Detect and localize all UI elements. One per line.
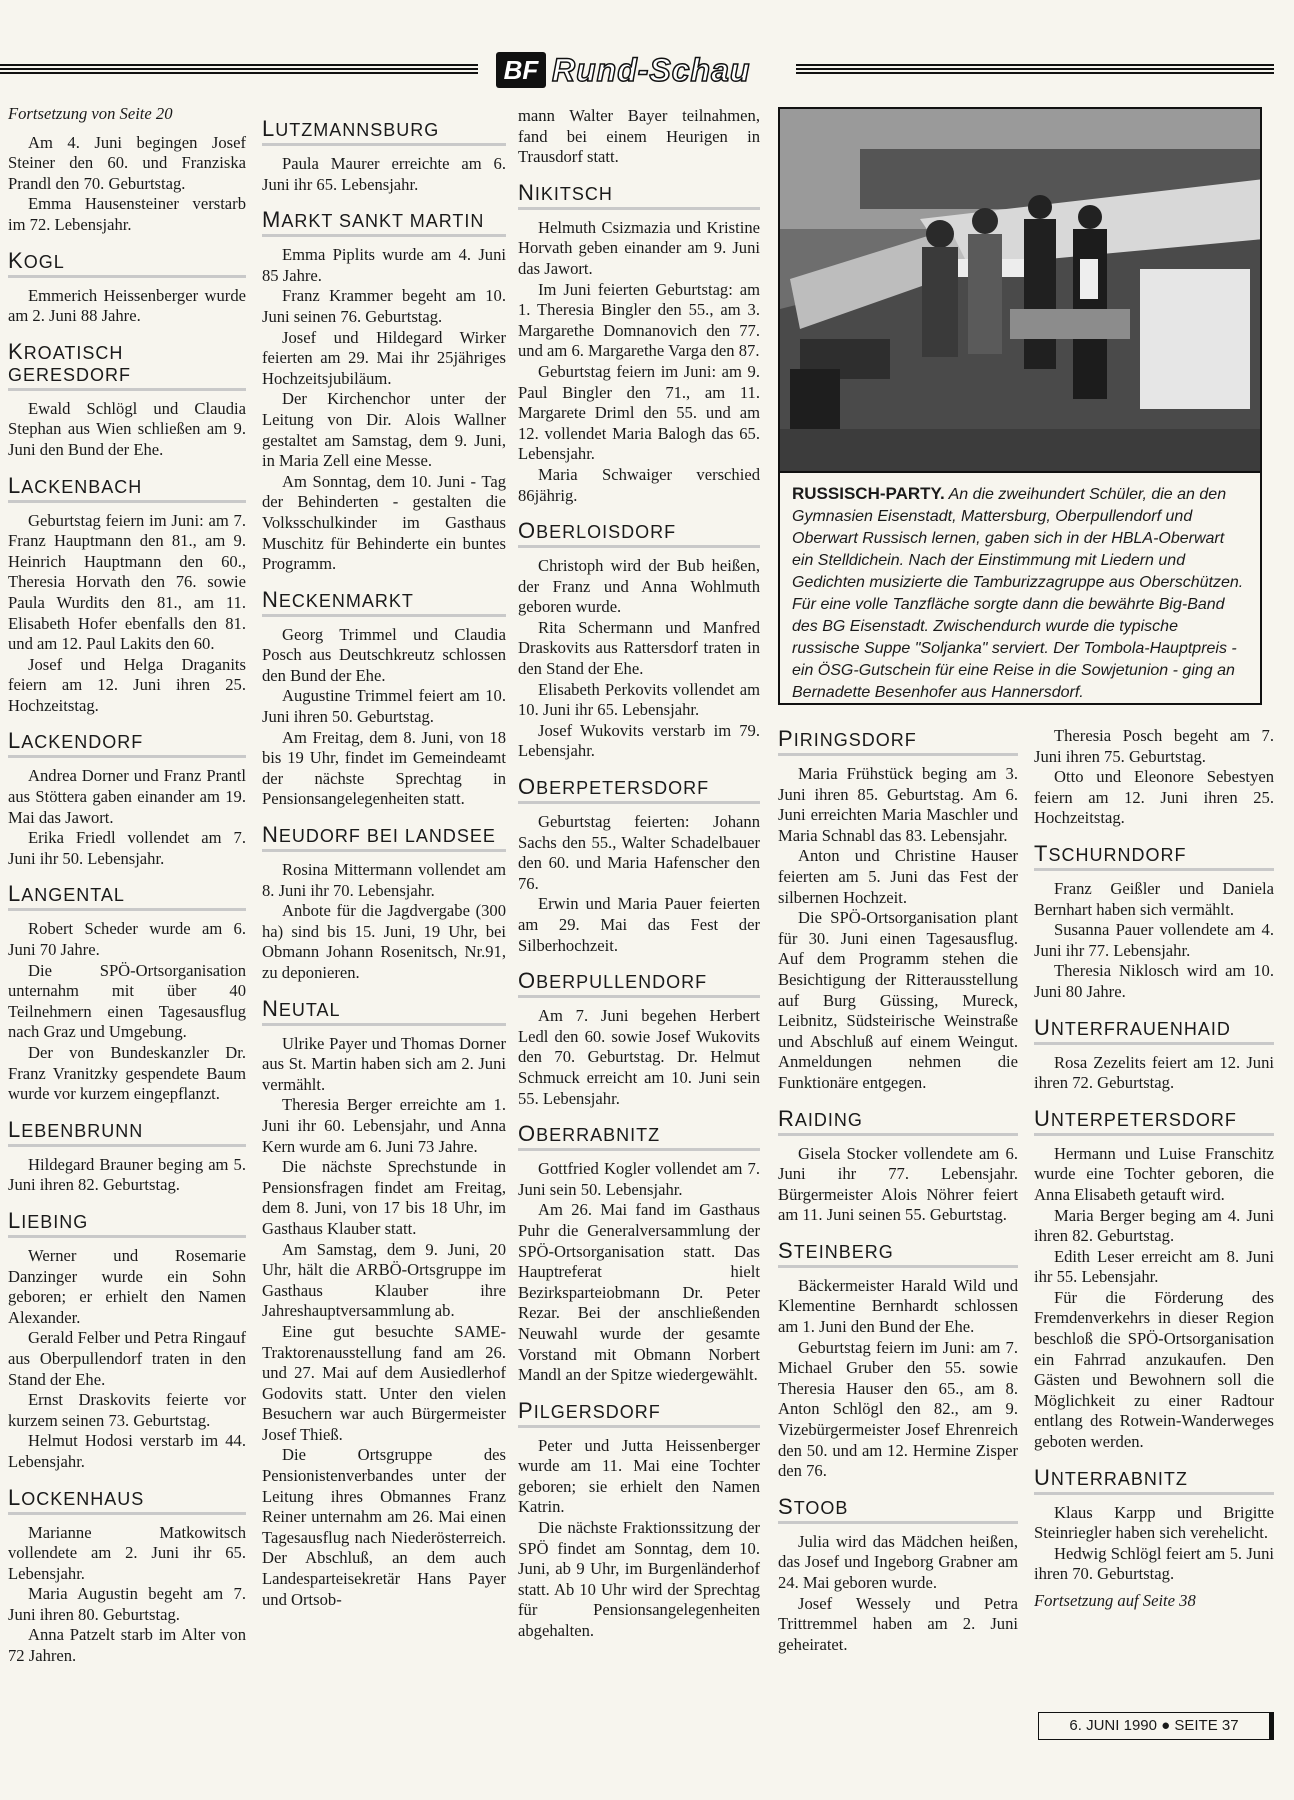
paragraph: Hildegard Brauner beging am 5. Juni ihren 82. Geburtstag. bbox=[8, 1154, 246, 1195]
section-heading: OBERRABNITZ bbox=[518, 1123, 760, 1151]
section-heading: PIRINGSDORF bbox=[778, 728, 1018, 756]
paragraph: Emma Piplits wurde am 4. Juni 85 Jahre. bbox=[262, 245, 506, 285]
continued-from: Fortsetzung von Seite 20 bbox=[8, 104, 173, 123]
masthead-rule-right bbox=[796, 64, 1274, 76]
paragraph: Paula Maurer erreichte am 6. Juni ihr 65. Lebensjahr. bbox=[262, 154, 506, 194]
paragraph: Josef und Helga Draganits feiern am 12. Juni ihren 25. Hochzeitstag. bbox=[8, 654, 246, 715]
paragraph: Elisabeth Perkovits vollendet am 10. Juni ihr 65. Lebensjahr. bbox=[518, 679, 760, 720]
paragraph: Theresia Niklosch wird am 10. Juni 80 Jahre. bbox=[1034, 961, 1274, 1001]
section-heading: LEBENBRUNN bbox=[8, 1119, 246, 1147]
paragraph: Geburtstag feierten: Johann Sachs den 55., Walter Schadelbauer den 60. und Maria Hafenscher den 76. bbox=[518, 812, 760, 893]
section-heading: LOCKENHAUS bbox=[8, 1487, 246, 1515]
paragraph: Am 26. Mai fand im Gasthaus Puhr die Generalversammlung der SPÖ-Ortsorganisation statt. Das Hauptreferat hielt Bezirksparteiobmann Dr. Peter Rezar. Bei der anschließenden Neuwahl wurde der gesamte Vorstand mit Obmann Norbert Mandl an der Spitze wiedergewählt. bbox=[518, 1200, 760, 1385]
section-heading: LACKENDORF bbox=[8, 730, 246, 758]
paragraph: Am Samstag, dem 9. Juni, 20 Uhr, hält die ARBÖ-Ortsgruppe im Gasthaus Klauber ihre Jahreshauptversammlung ab. bbox=[262, 1239, 506, 1321]
photo-russisch-party bbox=[778, 107, 1262, 473]
paragraph: Maria Frühstück beging am 3. Juni ihren 85. Geburtstag. Am 6. Juni erreichten Maria Maschler und Maria Schnabl das 83. Lebensjahr. bbox=[778, 764, 1018, 845]
section-heading: NECKENMARKT bbox=[262, 589, 506, 617]
photo-caption bbox=[778, 473, 1262, 705]
column-5 bbox=[1034, 726, 1274, 1612]
column-2 bbox=[262, 104, 506, 1610]
paragraph: Erika Friedl vollendet am 7. Juni ihr 50. Lebensjahr. bbox=[8, 828, 246, 868]
caption-text: An die zweihundert Schüler, die an den Gymnasien Eisenstadt, Mattersburg, Oberpullendorf und Oberwart Russisch lernen, gaben sich in der HBLA-Oberwart ein Stelldichein. Nach der Einstimmung mit Liedern und Gedichten musizierte die Tamburizzagruppe aus Oberschützen. Für eine volle Tanzfläche sorgte dann die bewährte Big-Band des BG Eisenstadt. Zwischendurch wurde die typische russische Suppe "Soljanka" serviert. Der Tombola-Hauptpreis - ein ÖSG-Gutschein für eine Reise in die Sowjetunion - ging an Bernadette Besenhofer aus Hannersdorf. bbox=[792, 486, 1244, 701]
paragraph: Maria Berger beging am 4. Juni ihren 82. Geburtstag. bbox=[1034, 1205, 1274, 1246]
paragraph: Theresia Posch begeht am 7. Juni ihren 75. Geburtstag. bbox=[1034, 726, 1274, 766]
caption-title: RUSSISCH-PARTY. bbox=[792, 484, 945, 503]
masthead-rule-left bbox=[0, 64, 478, 76]
paragraph: Rosa Zezelits feiert am 12. Juni ihren 72. Geburtstag. bbox=[1034, 1052, 1274, 1093]
section-title: Rund-Schau bbox=[552, 52, 751, 88]
section-heading: PILGERSDORF bbox=[518, 1400, 760, 1428]
column-4 bbox=[778, 714, 1018, 1655]
section-heading: STOOB bbox=[778, 1496, 1018, 1524]
paragraph: Geburtstag feiern im Juni: am 7. Franz Hauptmann den 81., am 9. Heinrich Hauptmann den 60., Theresia Horvath den 76. sowie Paula Wurdits den 81., am 11. Elisabeth Hofer ebenfalls den 81. und am 12. Paul Lakits den 60. bbox=[8, 510, 246, 654]
paragraph: Geburtstag feiern im Juni: am 9. Paul Bingler den 71., am 11. Margarete Driml den 55. und am 12. vollendet Maria Balogh das 65. Lebensjahr. bbox=[518, 361, 760, 464]
paragraph: Hermann und Luise Franschitz wurde eine Tochter geboren, die Anna Elisabeth getauft wird. bbox=[1034, 1143, 1274, 1204]
paragraph: Die Ortsgruppe des Pensionistenverbandes unter der Leitung ihres Obmannes Franz Reiner unternahm am 26. Mai einen Tagesausflug nach Niederösterreich. Der Abschluß, an dem auch Landesparteisekretär Hans Payer und Ortsob- bbox=[262, 1445, 506, 1609]
paragraph: Am Freitag, dem 8. Juni, von 18 bis 19 Uhr, findet im Gemeindeamt der nächste Sprechtag in Pensionsangelegenheiten statt. bbox=[262, 727, 506, 809]
section-heading: OBERPULLENDORF bbox=[518, 970, 760, 998]
paragraph: Werner und Rosemarie Danzinger wurde ein Sohn geboren; er erhielt den Namen Alexander. bbox=[8, 1245, 246, 1327]
paragraph: Klaus Karpp und Brigitte Steinriegler haben sich verehelicht. bbox=[1034, 1502, 1274, 1543]
paragraph: Robert Scheder wurde am 6. Juni 70 Jahre. bbox=[8, 919, 246, 960]
section-heading: TSCHURNDORF bbox=[1034, 843, 1274, 871]
paragraph: Gerald Felber und Petra Ringauf aus Oberpullendorf traten in den Stand der Ehe. bbox=[8, 1328, 246, 1389]
paragraph: Eine gut besuchte SAME-Traktorenausstellung fand am 26. und 27. Mai auf dem Ausiedlerhof Godovits statt. Unter den vielen Besuchern war auch Bürgermeister Josef Thieß. bbox=[262, 1321, 506, 1444]
paragraph: Erwin und Maria Pauer feierten am 29. Mai das Fest der Silberhochzeit. bbox=[518, 894, 760, 955]
paragraph: Christoph wird der Bub heißen, der Franz und Anna Wohlmuth geboren wurde. bbox=[518, 556, 760, 617]
paragraph: Josef Wukovits verstarb im 79. Lebensjahr. bbox=[518, 720, 760, 761]
section-heading: LANGENTAL bbox=[8, 883, 246, 911]
column-1 bbox=[8, 104, 246, 1667]
paragraph: Die nächste Fraktionssitzung der SPÖ findet am Sonntag, dem 10. Juni, ab 9 Uhr, im Burgenländerhof statt. Ab 10 Uhr wird der Sprechtag für Pensionsangelegenheiten abgehalten. bbox=[518, 1518, 760, 1641]
paragraph: Gisela Stocker vollendete am 6. Juni ihr 77. Lebensjahr. Bürgermeister Alois Nöhrer feiert am 11. Juni seinen 55. Geburtstag. bbox=[778, 1143, 1018, 1225]
paragraph: Franz Krammer begeht am 10. Juni seinen 76. Geburtstag. bbox=[262, 286, 506, 326]
section-heading: UNTERPETERSDORF bbox=[1034, 1108, 1274, 1136]
paragraph: Ernst Draskovits feierte vor kurzem seinen 73. Geburtstag. bbox=[8, 1390, 246, 1430]
paragraph: Helmut Hodosi verstarb im 44. Lebensjahr. bbox=[8, 1431, 246, 1471]
paragraph: Am 4. Juni begingen Josef Steiner den 60. und Franziska Prandl den 70. Geburtstag. bbox=[8, 132, 246, 193]
section-heading: UNTERRABNITZ bbox=[1034, 1467, 1274, 1495]
paragraph: Die nächste Sprechstunde in Pensionsfragen findet am Freitag, dem 8. Juni, von 17 bis 18 Uhr, im Gasthaus Klauber statt. bbox=[262, 1157, 506, 1238]
paragraph: Im Juni feierten Geburtstag: am 1. Theresia Bingler den 55., am 3. Margarethe Domnanovich den 77. und am 6. Margarethe Varga den 87. bbox=[518, 279, 760, 361]
continued-on: Fortsetzung auf Seite 38 bbox=[1034, 1591, 1196, 1610]
paragraph: Ewald Schlögl und Claudia Stephan aus Wien schließen am 9. Juni den Bund der Ehe. bbox=[8, 398, 246, 459]
paragraph: Peter und Jutta Heissenberger wurde am 11. Mai eine Tochter geboren; sie erhielt den Namen Katrin. bbox=[518, 1435, 760, 1517]
paragraph: Otto und Eleonore Sebestyen feiern am 12. Juni ihren 25. Hochzeitstag. bbox=[1034, 767, 1274, 828]
paragraph: Franz Geißler und Daniela Bernhart haben sich vermählt. bbox=[1034, 878, 1274, 919]
paragraph: Emmerich Heissenberger wurde am 2. Juni 88 Jahre. bbox=[8, 285, 246, 326]
paragraph: Hedwig Schlögl feiert am 5. Juni ihren 70. Geburtstag. bbox=[1034, 1543, 1274, 1584]
masthead bbox=[0, 52, 1294, 92]
paragraph: Anton und Christine Hauser feierten am 5. Juni das Fest der silbernen Hochzeit. bbox=[778, 846, 1018, 907]
page-number: 6. JUNI 1990 ● SEITE 37 bbox=[1038, 1712, 1274, 1740]
paragraph: Der Kirchenchor unter der Leitung von Dir. Alois Wallner gestaltet am Samstag, dem 9. Juni, in Maria Zell eine Messe. bbox=[262, 389, 506, 471]
section-heading: NEUDORF BEI LANDSEE bbox=[262, 824, 506, 852]
paragraph: Ulrike Payer und Thomas Dorner aus St. Martin haben sich am 2. Juni vermählt. bbox=[262, 1033, 506, 1094]
paragraph: Augustine Trimmel feiert am 10. Juni ihren 50. Geburtstag. bbox=[262, 686, 506, 727]
paragraph: Anna Patzelt starb im Alter von 72 Jahren. bbox=[8, 1625, 246, 1666]
paragraph: Am 7. Juni begehen Herbert Ledl den 60. sowie Josef Wukovits den 70. Geburtstag. Dr. Helmut Schmuck erreicht am 10. Juni sein 55. Lebensjahr. bbox=[518, 1006, 760, 1108]
section-heading: LIEBING bbox=[8, 1210, 246, 1238]
section-heading: LUTZMANNSBURG bbox=[262, 118, 506, 146]
paragraph: Andrea Dorner und Franz Prantl aus Stöttera gaben einander am 19. Mai das Jawort. bbox=[8, 766, 246, 827]
paragraph: Die SPÖ-Ortsorganisation unternahm mit über 40 Teilnehmern einen Tagesausflug nach Graz und Umgebung. bbox=[8, 960, 246, 1042]
section-heading: KROATISCH GERESDORF bbox=[8, 341, 246, 391]
paragraph: Geburtstag feiern im Juni: am 7. Michael Gruber den 55. sowie Theresia Hauser den 65., am 8. Anton Schlögl den 82., am 9. Vizebürgermeister Josef Ehrenreich den 50. und am 12. Hermine Zisper den 76. bbox=[778, 1337, 1018, 1481]
column-3 bbox=[518, 106, 760, 1642]
section-heading: RAIDING bbox=[778, 1108, 1018, 1136]
paragraph: Der von Bundeskanzler Dr. Franz Vranitzky gespendete Baum wurde vor kurzem eingepflanzt. bbox=[8, 1043, 246, 1104]
photo-image bbox=[780, 109, 1262, 473]
paragraph: Rosina Mittermann vollendet am 8. Juni ihr 70. Lebensjahr. bbox=[262, 860, 506, 900]
paragraph: Maria Schwaiger verschied 86jährig. bbox=[518, 464, 760, 505]
section-heading: OBERLOISDORF bbox=[518, 520, 760, 548]
paragraph: mann Walter Bayer teilnahmen, fand bei einem Heurigen in Trausdorf statt. bbox=[518, 106, 760, 167]
paragraph: Für die Förderung des Fremdenverkehrs in dieser Region beschloß die SPÖ-Ortsorganisation ein Fahrrad anzukaufen. Den Gästen und Bewohnern soll die Möglichkeit zu einer Radtour entlang des Rotwein-Wanderweges geboten werden. bbox=[1034, 1287, 1274, 1452]
paragraph: Josef und Hildegard Wirker feierten am 29. Mai ihr 25jähriges Hochzeitsjubiläum. bbox=[262, 327, 506, 388]
section-heading: UNTERFRAUENHAID bbox=[1034, 1017, 1274, 1045]
paragraph: Theresia Berger erreichte am 1. Juni ihr 60. Lebensjahr, und Anna Kern wurde am 6. Juni 73 Jahre. bbox=[262, 1095, 506, 1156]
section-heading: KOGL bbox=[8, 250, 246, 278]
paragraph: Helmuth Csizmazia und Kristine Horvath geben einander am 9. Juni das Jawort. bbox=[518, 217, 760, 278]
section-heading: LACKENBACH bbox=[8, 475, 246, 503]
section-heading: MARKT SANKT MARTIN bbox=[262, 209, 506, 237]
section-heading: NIKITSCH bbox=[518, 182, 760, 210]
paragraph: Maria Augustin begeht am 7. Juni ihren 80. Geburtstag. bbox=[8, 1584, 246, 1624]
section-heading: NEUTAL bbox=[262, 998, 506, 1026]
paragraph: Edith Leser erreicht am 8. Juni ihr 55. Lebensjahr. bbox=[1034, 1246, 1274, 1287]
paragraph: Rita Schermann und Manfred Draskovits aus Rattersdorf traten in den Stand der Ehe. bbox=[518, 617, 760, 679]
paragraph: Julia wird das Mädchen heißen, das Josef und Ingeborg Grabner am 24. Mai geboren wurde. bbox=[778, 1531, 1018, 1592]
paragraph: Josef Wessely und Petra Trittremmel haben am 2. Juni geheiratet. bbox=[778, 1593, 1018, 1654]
paragraph: Die SPÖ-Ortsorganisation plant für 30. Juni einen Tagesausflug. Auf dem Programm stehen die Besichtigung der Ritterausstellung auf Burg Güssing, Mureck, Leibnitz, Südsteirische Weinstraße und Abschluß auf einem Weingut. Anmeldungen nehmen die Funktionäre entgegen. bbox=[778, 908, 1018, 1092]
paragraph: Bäckermeister Harald Wild und Klementine Bernhardt schlossen am 1. Juni den Bund der Ehe. bbox=[778, 1275, 1018, 1337]
paragraph: Anbote für die Jagdvergabe (300 ha) sind bis 15. Juni, 19 Uhr, bei Obmann Johann Rosenitsch, Nr.91, zu deponieren. bbox=[262, 901, 506, 982]
section-heading: OBERPETERSDORF bbox=[518, 776, 760, 804]
paragraph: Gottfried Kogler vollendet am 7. Juni sein 50. Lebensjahr. bbox=[518, 1159, 760, 1199]
paragraph: Marianne Matkowitsch vollendete am 2. Juni ihr 65. Lebensjahr. bbox=[8, 1522, 246, 1583]
bf-logo: BF bbox=[496, 52, 546, 88]
paragraph: Susanna Pauer vollendete am 4. Juni ihr 77. Lebensjahr. bbox=[1034, 920, 1274, 960]
paragraph: Am Sonntag, dem 10. Juni - Tag der Behinderten - gestalten die Volksschulkinder im Gasthaus Muschitz für Behinderte ein buntes Programm. bbox=[262, 471, 506, 574]
paragraph: Georg Trimmel und Claudia Posch aus Deutschkreutz schlossen den Bund der Ehe. bbox=[262, 624, 506, 685]
paragraph: Emma Hausensteiner verstarb im 72. Lebensjahr. bbox=[8, 194, 246, 234]
section-heading: STEINBERG bbox=[778, 1240, 1018, 1268]
